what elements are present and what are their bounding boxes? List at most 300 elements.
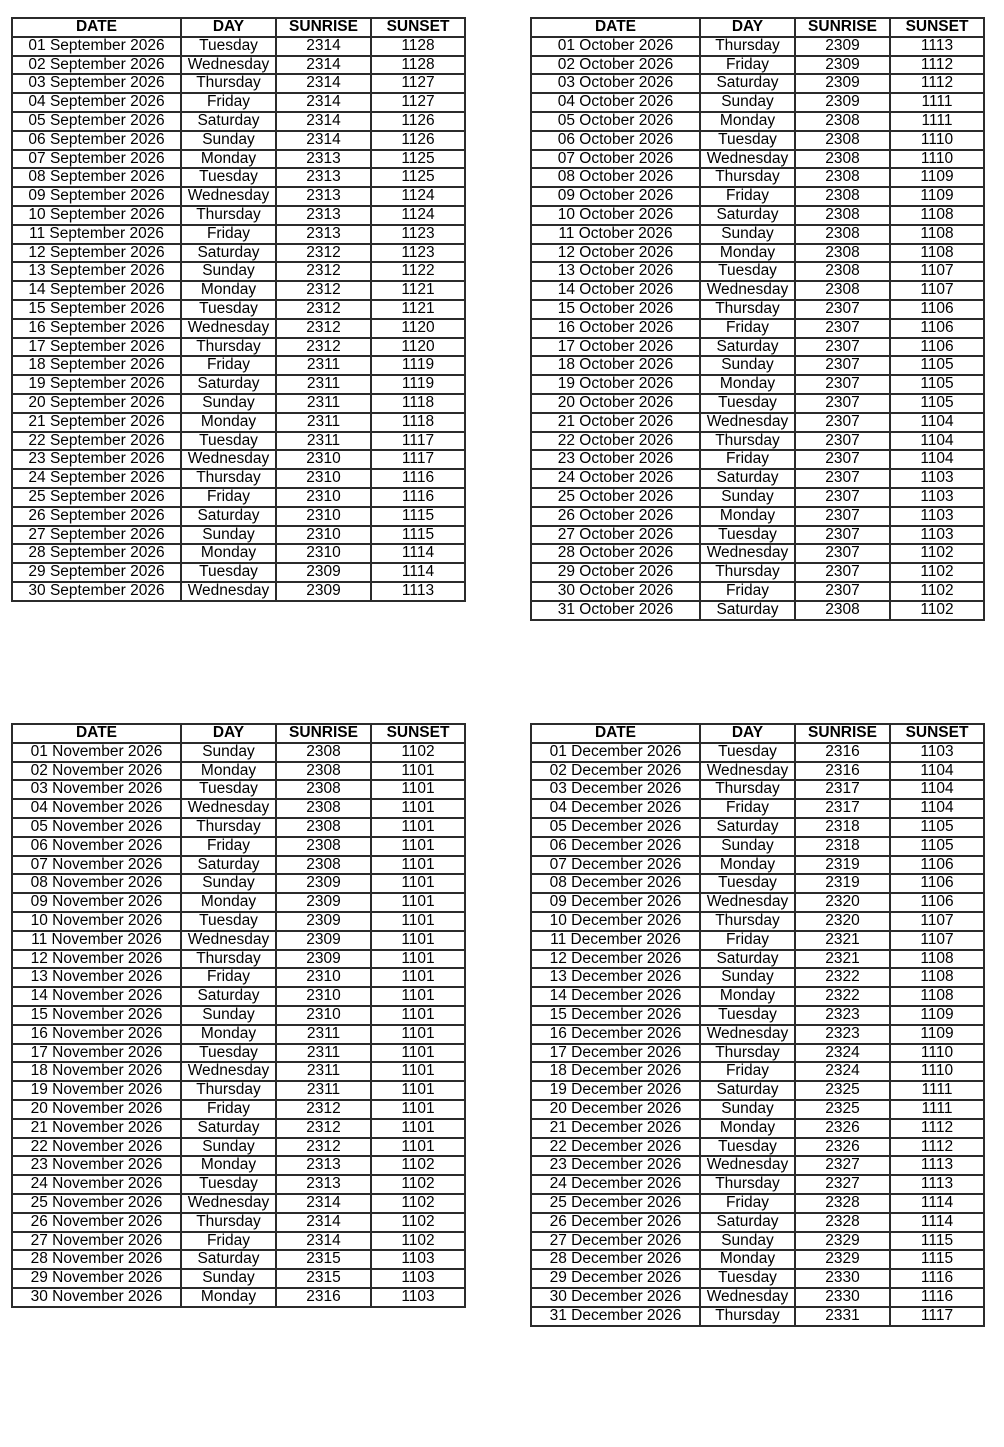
day-cell: Friday	[700, 799, 795, 818]
day-cell: Tuesday	[700, 1269, 795, 1288]
table-row	[531, 601, 984, 620]
date-cell: 27 September 2026	[12, 526, 181, 545]
table-row	[531, 818, 984, 837]
day-cell: Saturday	[700, 1213, 795, 1232]
sunrise-cell: 2311	[276, 356, 371, 375]
date-cell: 28 September 2026	[12, 544, 181, 563]
sunrise-cell: 2318	[795, 837, 890, 856]
table-row	[531, 1307, 984, 1326]
sunset-cell: 1108	[890, 968, 984, 987]
table-row	[531, 1081, 984, 1100]
day-cell: Monday	[181, 281, 276, 300]
day-cell: Thursday	[181, 950, 276, 969]
date-cell: 25 December 2026	[531, 1194, 700, 1213]
date-cell: 02 October 2026	[531, 56, 700, 75]
date-cell: 09 December 2026	[531, 893, 700, 912]
sunset-cell: 1106	[890, 338, 984, 357]
table-row	[12, 544, 465, 563]
day-cell: Monday	[700, 244, 795, 263]
day-cell: Wednesday	[181, 582, 276, 601]
november-table	[11, 723, 466, 1308]
day-cell: Sunday	[700, 488, 795, 507]
date-cell: 20 September 2026	[12, 394, 181, 413]
sunrise-cell: 2310	[276, 987, 371, 1006]
date-cell: 18 October 2026	[531, 356, 700, 375]
sunrise-cell: 2308	[795, 262, 890, 281]
day-cell: Friday	[181, 1232, 276, 1251]
sunrise-cell: 2315	[276, 1250, 371, 1269]
day-cell: Thursday	[700, 1307, 795, 1326]
day-cell: Wednesday	[700, 413, 795, 432]
table-row	[531, 1025, 984, 1044]
sunrise-cell: 2330	[795, 1288, 890, 1307]
sunset-cell: 1111	[890, 1081, 984, 1100]
date-cell: 21 December 2026	[531, 1119, 700, 1138]
header-row	[12, 18, 465, 37]
sunrise-cell: 2308	[276, 856, 371, 875]
sunset-cell: 1115	[890, 1250, 984, 1269]
date-cell: 06 November 2026	[12, 837, 181, 856]
table-row	[12, 244, 465, 263]
sunrise-cell: 2308	[276, 799, 371, 818]
day-cell: Tuesday	[700, 131, 795, 150]
date-cell: 09 October 2026	[531, 187, 700, 206]
sunrise-cell: 2317	[795, 799, 890, 818]
sunrise-cell: 2313	[276, 225, 371, 244]
day-cell: Wednesday	[181, 1062, 276, 1081]
sunrise-cell: 2329	[795, 1250, 890, 1269]
date-cell: 15 September 2026	[12, 300, 181, 319]
sunset-cell: 1101	[371, 912, 465, 931]
sunset-cell: 1114	[890, 1194, 984, 1213]
sunset-cell: 1114	[371, 544, 465, 563]
table-row	[531, 1175, 984, 1194]
date-cell: 10 September 2026	[12, 206, 181, 225]
table-row	[531, 743, 984, 762]
date-cell: 03 November 2026	[12, 780, 181, 799]
date-cell: 11 September 2026	[12, 225, 181, 244]
table-row	[12, 507, 465, 526]
sunrise-cell: 2309	[276, 582, 371, 601]
date-cell: 16 November 2026	[12, 1025, 181, 1044]
sunset-cell: 1104	[890, 413, 984, 432]
sunset-cell: 1125	[371, 150, 465, 169]
table-row	[12, 56, 465, 75]
table-row	[531, 394, 984, 413]
date-cell: 13 September 2026	[12, 262, 181, 281]
date-cell: 23 December 2026	[531, 1156, 700, 1175]
sunrise-cell: 2309	[276, 874, 371, 893]
day-cell: Thursday	[181, 74, 276, 93]
date-cell: 31 October 2026	[531, 601, 700, 620]
sunset-cell: 1123	[371, 225, 465, 244]
sunrise-cell: 2309	[276, 950, 371, 969]
sunrise-cell: 2311	[276, 1044, 371, 1063]
date-cell: 01 October 2026	[531, 37, 700, 56]
date-cell: 23 October 2026	[531, 450, 700, 469]
day-cell: Wednesday	[700, 1156, 795, 1175]
sunrise-cell: 2328	[795, 1213, 890, 1232]
sunset-cell: 1120	[371, 338, 465, 357]
sunrise-cell: 2307	[795, 338, 890, 357]
table-row	[531, 93, 984, 112]
table-row	[12, 375, 465, 394]
table-row	[531, 469, 984, 488]
table-row	[12, 950, 465, 969]
header-date: DATE	[12, 724, 181, 743]
date-cell: 06 December 2026	[531, 837, 700, 856]
date-cell: 18 September 2026	[12, 356, 181, 375]
sunset-cell: 1113	[371, 582, 465, 601]
sunrise-cell: 2308	[276, 818, 371, 837]
sunrise-cell: 2307	[795, 450, 890, 469]
table-row	[531, 131, 984, 150]
table-body	[12, 743, 465, 1307]
date-cell: 07 September 2026	[12, 150, 181, 169]
sunset-cell: 1109	[890, 168, 984, 187]
date-cell: 20 December 2026	[531, 1100, 700, 1119]
sunrise-cell: 2308	[276, 743, 371, 762]
date-cell: 27 October 2026	[531, 526, 700, 545]
table-row	[12, 150, 465, 169]
sunset-cell: 1101	[371, 1025, 465, 1044]
sunset-cell: 1104	[890, 799, 984, 818]
day-cell: Friday	[700, 1194, 795, 1213]
day-cell: Monday	[700, 375, 795, 394]
sunrise-cell: 2328	[795, 1194, 890, 1213]
day-cell: Saturday	[181, 856, 276, 875]
date-cell: 04 September 2026	[12, 93, 181, 112]
sunset-cell: 1101	[371, 1081, 465, 1100]
sunset-cell: 1107	[890, 262, 984, 281]
date-cell: 27 November 2026	[12, 1232, 181, 1251]
day-cell: Friday	[700, 931, 795, 950]
sunset-cell: 1109	[890, 1025, 984, 1044]
sunset-cell: 1126	[371, 112, 465, 131]
date-cell: 23 November 2026	[12, 1156, 181, 1175]
day-cell: Tuesday	[700, 743, 795, 762]
date-cell: 28 December 2026	[531, 1250, 700, 1269]
sunset-cell: 1112	[890, 74, 984, 93]
day-cell: Sunday	[700, 93, 795, 112]
table-row	[531, 1250, 984, 1269]
day-cell: Thursday	[181, 1213, 276, 1232]
sunrise-cell: 2309	[795, 56, 890, 75]
table-row	[12, 1138, 465, 1157]
date-cell: 20 October 2026	[531, 394, 700, 413]
sunset-cell: 1101	[371, 968, 465, 987]
date-cell: 10 December 2026	[531, 912, 700, 931]
date-cell: 13 October 2026	[531, 262, 700, 281]
table-row	[12, 931, 465, 950]
sunset-cell: 1123	[371, 244, 465, 263]
day-cell: Saturday	[181, 112, 276, 131]
date-cell: 11 December 2026	[531, 931, 700, 950]
sunrise-cell: 2314	[276, 56, 371, 75]
day-cell: Sunday	[700, 356, 795, 375]
sunset-cell: 1119	[371, 375, 465, 394]
sunrise-cell: 2316	[795, 743, 890, 762]
table-row	[531, 225, 984, 244]
sunset-cell: 1110	[890, 1044, 984, 1063]
table-row	[531, 300, 984, 319]
sunrise-cell: 2309	[276, 912, 371, 931]
sunrise-cell: 2323	[795, 1006, 890, 1025]
day-cell: Wednesday	[700, 1288, 795, 1307]
date-cell: 09 September 2026	[12, 187, 181, 206]
sunrise-cell: 2307	[795, 375, 890, 394]
sunset-cell: 1106	[890, 856, 984, 875]
day-cell: Monday	[700, 112, 795, 131]
day-cell: Thursday	[700, 1044, 795, 1063]
sunrise-cell: 2308	[795, 187, 890, 206]
table-row	[531, 1119, 984, 1138]
table-row	[12, 968, 465, 987]
date-cell: 18 November 2026	[12, 1062, 181, 1081]
date-cell: 03 September 2026	[12, 74, 181, 93]
sunrise-cell: 2309	[795, 93, 890, 112]
sunrise-cell: 2314	[276, 37, 371, 56]
sunrise-cell: 2308	[795, 131, 890, 150]
header-row	[12, 724, 465, 743]
sunrise-cell: 2313	[276, 206, 371, 225]
sunset-cell: 1112	[890, 1138, 984, 1157]
table-row	[531, 799, 984, 818]
sunset-cell: 1103	[371, 1250, 465, 1269]
day-cell: Sunday	[181, 131, 276, 150]
date-cell: 29 November 2026	[12, 1269, 181, 1288]
table-row	[12, 1062, 465, 1081]
sunset-cell: 1104	[890, 780, 984, 799]
sunset-cell: 1104	[890, 432, 984, 451]
sunrise-cell: 2330	[795, 1269, 890, 1288]
table-row	[12, 394, 465, 413]
sunset-cell: 1101	[371, 799, 465, 818]
table-row	[12, 762, 465, 781]
sunset-cell: 1108	[890, 225, 984, 244]
sunset-cell: 1114	[371, 563, 465, 582]
day-cell: Thursday	[700, 780, 795, 799]
table-row	[531, 874, 984, 893]
date-cell: 02 September 2026	[12, 56, 181, 75]
sunset-cell: 1111	[890, 93, 984, 112]
date-cell: 29 September 2026	[12, 563, 181, 582]
table-row	[12, 1081, 465, 1100]
sunset-cell: 1103	[890, 507, 984, 526]
sunrise-cell: 2310	[276, 488, 371, 507]
sunset-cell: 1101	[371, 987, 465, 1006]
header-sunrise: SUNRISE	[795, 18, 890, 37]
table-row	[12, 1044, 465, 1063]
sunset-cell: 1102	[371, 743, 465, 762]
day-cell: Monday	[700, 856, 795, 875]
day-cell: Saturday	[700, 601, 795, 620]
table-row	[12, 168, 465, 187]
table-row	[12, 93, 465, 112]
sunset-cell: 1101	[371, 950, 465, 969]
sunset-cell: 1103	[890, 488, 984, 507]
day-cell: Tuesday	[700, 1138, 795, 1157]
sunrise-cell: 2312	[276, 244, 371, 263]
day-cell: Friday	[700, 582, 795, 601]
table-row	[12, 874, 465, 893]
sunset-cell: 1115	[890, 1232, 984, 1251]
day-cell: Sunday	[700, 1100, 795, 1119]
sunrise-cell: 2308	[276, 837, 371, 856]
sunrise-cell: 2325	[795, 1081, 890, 1100]
sunrise-cell: 2311	[276, 375, 371, 394]
sunrise-cell: 2307	[795, 507, 890, 526]
day-cell: Tuesday	[181, 1044, 276, 1063]
table-row	[12, 488, 465, 507]
sunset-cell: 1127	[371, 93, 465, 112]
sunset-cell: 1101	[371, 1119, 465, 1138]
date-cell: 13 December 2026	[531, 968, 700, 987]
table-row	[531, 912, 984, 931]
date-cell: 14 November 2026	[12, 987, 181, 1006]
date-cell: 08 November 2026	[12, 874, 181, 893]
table-row	[531, 488, 984, 507]
day-cell: Saturday	[700, 206, 795, 225]
sunset-cell: 1106	[890, 893, 984, 912]
sunset-cell: 1101	[371, 893, 465, 912]
table-row	[12, 131, 465, 150]
sunset-cell: 1112	[890, 56, 984, 75]
day-cell: Sunday	[181, 262, 276, 281]
date-cell: 20 November 2026	[12, 1100, 181, 1119]
sunset-cell: 1108	[890, 206, 984, 225]
table-row	[12, 432, 465, 451]
sunset-cell: 1103	[890, 743, 984, 762]
day-cell: Tuesday	[181, 1175, 276, 1194]
date-cell: 10 October 2026	[531, 206, 700, 225]
sunset-cell: 1115	[371, 507, 465, 526]
day-cell: Sunday	[700, 225, 795, 244]
day-cell: Friday	[181, 968, 276, 987]
day-cell: Monday	[181, 544, 276, 563]
date-cell: 24 October 2026	[531, 469, 700, 488]
sunset-cell: 1105	[890, 818, 984, 837]
table-row	[531, 244, 984, 263]
day-cell: Sunday	[700, 968, 795, 987]
table-row	[531, 375, 984, 394]
date-cell: 14 September 2026	[12, 281, 181, 300]
table-row	[12, 469, 465, 488]
sunset-cell: 1110	[890, 131, 984, 150]
table-row	[531, 37, 984, 56]
date-cell: 31 December 2026	[531, 1307, 700, 1326]
table-row	[12, 225, 465, 244]
sunset-cell: 1103	[371, 1269, 465, 1288]
day-cell: Saturday	[181, 375, 276, 394]
table-row	[531, 987, 984, 1006]
table-row	[12, 74, 465, 93]
sunrise-cell: 2311	[276, 1062, 371, 1081]
sunset-cell: 1106	[890, 300, 984, 319]
sunrise-cell: 2308	[795, 281, 890, 300]
sunset-cell: 1106	[890, 319, 984, 338]
day-cell: Thursday	[181, 206, 276, 225]
header-sunset: SUNSET	[371, 724, 465, 743]
table-row	[531, 262, 984, 281]
table-row	[531, 1138, 984, 1157]
sunset-cell: 1110	[890, 1062, 984, 1081]
sunset-cell: 1101	[371, 762, 465, 781]
table-row	[531, 432, 984, 451]
day-cell: Tuesday	[700, 262, 795, 281]
sunrise-cell: 2311	[276, 1081, 371, 1100]
table-row	[531, 893, 984, 912]
sunset-cell: 1101	[371, 818, 465, 837]
sunrise-cell: 2307	[795, 394, 890, 413]
date-cell: 01 December 2026	[531, 743, 700, 762]
date-cell: 03 October 2026	[531, 74, 700, 93]
day-cell: Friday	[700, 319, 795, 338]
sunrise-cell: 2325	[795, 1100, 890, 1119]
sunset-cell: 1124	[371, 206, 465, 225]
sunrise-cell: 2311	[276, 394, 371, 413]
header-sunrise: SUNRISE	[795, 724, 890, 743]
header-sunset: SUNSET	[890, 18, 984, 37]
day-cell: Sunday	[181, 1269, 276, 1288]
date-cell: 07 October 2026	[531, 150, 700, 169]
date-cell: 01 November 2026	[12, 743, 181, 762]
day-cell: Friday	[700, 450, 795, 469]
date-cell: 05 September 2026	[12, 112, 181, 131]
date-cell: 30 December 2026	[531, 1288, 700, 1307]
table-row	[12, 856, 465, 875]
table-row	[531, 1044, 984, 1063]
sunset-cell: 1108	[890, 244, 984, 263]
sunrise-cell: 2310	[276, 469, 371, 488]
sunrise-cell: 2309	[276, 931, 371, 950]
sunset-cell: 1102	[890, 601, 984, 620]
sunrise-cell: 2307	[795, 413, 890, 432]
date-cell: 22 October 2026	[531, 432, 700, 451]
table-row	[531, 544, 984, 563]
table-row	[531, 1269, 984, 1288]
date-cell: 27 December 2026	[531, 1232, 700, 1251]
sunset-cell: 1101	[371, 1100, 465, 1119]
table-body	[12, 37, 465, 601]
day-cell: Saturday	[700, 1081, 795, 1100]
table-row	[12, 1156, 465, 1175]
sunrise-cell: 2308	[795, 206, 890, 225]
date-cell: 04 December 2026	[531, 799, 700, 818]
date-cell: 01 September 2026	[12, 37, 181, 56]
day-cell: Sunday	[700, 1232, 795, 1251]
header-day: DAY	[181, 724, 276, 743]
december-table	[530, 723, 985, 1327]
sunset-cell: 1103	[890, 526, 984, 545]
sunrise-cell: 2307	[795, 432, 890, 451]
table-row	[12, 1213, 465, 1232]
day-cell: Sunday	[181, 743, 276, 762]
sunrise-cell: 2315	[276, 1269, 371, 1288]
day-cell: Wednesday	[700, 150, 795, 169]
day-cell: Sunday	[181, 394, 276, 413]
sunrise-cell: 2324	[795, 1044, 890, 1063]
day-cell: Monday	[181, 1288, 276, 1307]
date-cell: 06 October 2026	[531, 131, 700, 150]
day-cell: Monday	[700, 987, 795, 1006]
date-cell: 11 November 2026	[12, 931, 181, 950]
day-cell: Monday	[700, 1250, 795, 1269]
sunset-cell: 1101	[371, 837, 465, 856]
sunrise-cell: 2307	[795, 488, 890, 507]
sunset-cell: 1111	[890, 1100, 984, 1119]
date-cell: 13 November 2026	[12, 968, 181, 987]
